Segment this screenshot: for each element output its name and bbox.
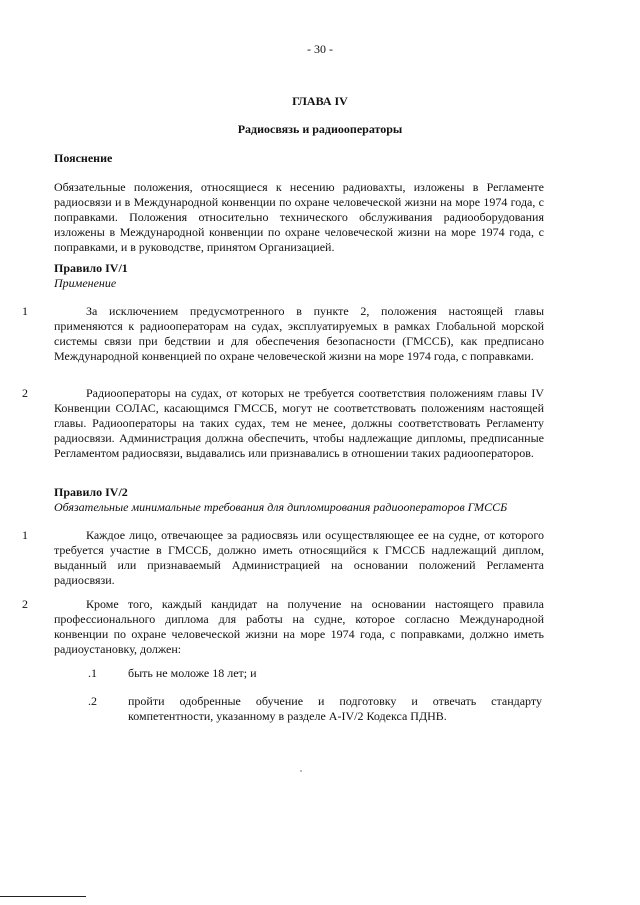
note-heading: Пояснение — [54, 151, 113, 165]
list-item-text: пройти одобренные обучение и подготовку и отвечать стандарту компетентности, указанному в разделе A-IV/2 Кодекса ПДНВ. — [128, 694, 542, 723]
rule1-p1-text: За исключением предусмотренного в пункте 2, положения настоящей главы применяются к радиооператорам на судах, эксплуатируемых в рамках Глобальной морской системы связи при бедствии и для обеспечения безопасности (ГМССБ), как предписано Международной конвенцией по охране человеческой жизни на море 1974 года, с поправками. — [54, 304, 544, 363]
list-item-number: .1 — [88, 666, 97, 680]
rule2-subheading: Обязательные минимальные требования для дипломирования радиооператоров ГМССБ — [54, 500, 508, 514]
rule1-paragraph-2 — [22, 386, 544, 461]
list-item-text: быть не моложе 18 лет; и — [128, 666, 257, 680]
footnote-rule — [0, 896, 86, 897]
chapter-subtitle: Радиосвязь и радиооператоры — [237, 122, 403, 136]
note-text: Обязательные положения, относящиеся к несению радиовахты, изложены в Регламенте радиосвязи и в Международной конвенции по охране человеческой жизни на море 1974 года, с поправками. Положения относительно технического обслуживания радиооборудования изложены в Международной конвенции по охране человеческой жизни на море 1974 года, с поправками, и в руководстве, принятом Организацией. — [54, 180, 544, 254]
chapter-title: ГЛАВА IV — [292, 94, 348, 108]
rule1-paragraph-1 — [22, 304, 544, 364]
rule2-p1-number: 1 — [22, 528, 28, 542]
rule2-p2-text: Кроме того, каждый кандидат на получение на основании настоящего правила профессионального диплома для работы на судне, которое согласно Международной конвенции по охране человеческой жизни на море 1974 года, с поправками, должно иметь радиоустановку, должен: — [54, 597, 544, 656]
rule2-heading: Правило IV/2 — [54, 485, 128, 499]
scan-speck — [300, 770, 302, 772]
rule1-p1-number: 1 — [22, 304, 28, 318]
rule1-subheading: Применение — [54, 276, 117, 290]
rule2-p2-number: 2 — [22, 597, 28, 611]
list-item-number: .2 — [88, 694, 97, 708]
rule2-p1-text: Каждое лицо, отвечающее за радиосвязь или осуществляющее ее на судне, от которого требуется участие в ГМССБ, должно иметь относящийся к ГМССБ надлежащий диплом, выданный или признаваемый Администрацией на основании положений Регламента радиосвязи. — [54, 528, 544, 587]
page-number: - 30 - — [307, 42, 333, 56]
rule1-p2-text: Радиооператоры на судах, от которых не требуется соответствия положениям главы IV Конвенции СОЛАС, касающимся ГМССБ, могут не соответствовать положениям настоящей главы. Радиооператоры на таких судах, тем не менее, должны соответствовать Регламенту радиосвязи. Администрация должна обеспечить, чтобы надлежащие дипломы, предписанные Регламентом радиосвязи, выдавались или признавались в отношении таких радиооператоров. — [54, 386, 544, 460]
rule2-paragraph-2 — [22, 597, 544, 657]
rule2-paragraph-1 — [22, 528, 544, 588]
rule1-p2-number: 2 — [22, 386, 28, 400]
rule1-heading: Правило IV/1 — [54, 261, 128, 275]
